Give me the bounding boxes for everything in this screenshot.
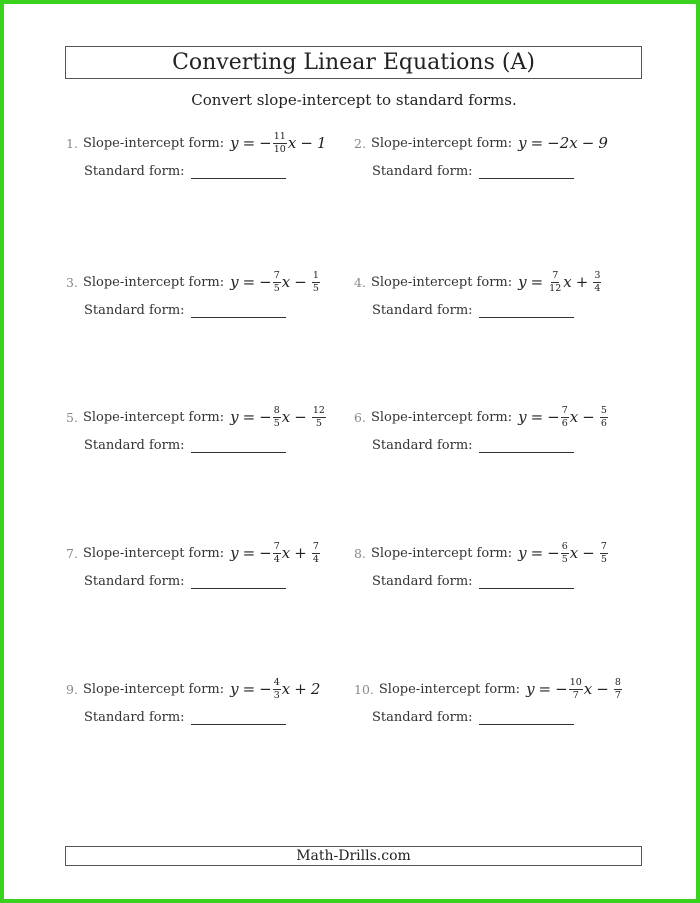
coefficient-sign: − (547, 408, 560, 426)
equation-lhs: y (518, 408, 527, 426)
operator: − (596, 680, 609, 698)
problem-equation-line (66, 267, 356, 297)
operator: − (294, 408, 307, 426)
coefficient-sign: − (259, 134, 272, 152)
problem-item (354, 538, 644, 589)
problem-item (354, 674, 644, 725)
constant-fraction-numerator: 12 (312, 405, 325, 416)
coefficient-fraction-denominator: 5 (273, 417, 280, 429)
coefficient-fraction-denominator: 12 (549, 282, 562, 294)
coefficient-fraction-numerator: 11 (273, 131, 286, 142)
equation-variable: x (281, 273, 291, 291)
constant-fraction-denominator: 4 (594, 282, 601, 294)
problem-item (66, 538, 356, 589)
coefficient-sign: − (259, 544, 272, 562)
problem-item (354, 402, 644, 453)
coefficient-fraction-denominator: 10 (273, 143, 286, 155)
problem-equation-line (66, 402, 356, 432)
instructions: Convert slope-intercept to standard forms. (191, 91, 517, 109)
operator: − (300, 134, 313, 152)
equation-lhs: y (518, 273, 527, 291)
operator: + (294, 544, 307, 562)
constant-fraction-numerator: 3 (594, 270, 601, 281)
coefficient-fraction (273, 542, 281, 564)
equation-lhs: y (526, 680, 535, 698)
problem-item (354, 128, 644, 179)
equation-lhs: y (230, 134, 239, 152)
constant-fraction-denominator: 5 (600, 553, 607, 565)
problem-equation-line (354, 267, 644, 297)
answer-blank[interactable] (479, 164, 574, 179)
equals-sign: = (530, 408, 544, 426)
standard-form-label: Standard form: (84, 164, 185, 179)
equation-variable: x (563, 273, 572, 291)
standard-form-line (372, 438, 644, 453)
equation (526, 678, 623, 700)
equation-variable: x (281, 408, 291, 426)
coefficient-sign: − (259, 680, 272, 698)
constant-fraction-numerator: 8 (614, 677, 621, 688)
slope-intercept-label: Slope-intercept form: (82, 135, 225, 151)
coefficient-sign: − (547, 544, 560, 562)
problem-item (66, 267, 356, 318)
equation (518, 406, 609, 428)
equals-sign: = (530, 544, 544, 562)
coefficient-fraction-denominator: 6 (561, 417, 568, 429)
problem-item (354, 267, 644, 318)
equation-lhs: y (230, 680, 239, 698)
slope-intercept-label: Slope-intercept form: (370, 545, 513, 561)
equation (518, 134, 608, 152)
answer-blank[interactable] (191, 574, 286, 589)
standard-form-label: Standard form: (84, 574, 185, 589)
problem-number: 8. (354, 545, 366, 561)
answer-blank[interactable] (479, 710, 574, 725)
answer-blank[interactable] (479, 303, 574, 318)
answer-blank[interactable] (479, 574, 574, 589)
standard-form-line (84, 438, 356, 453)
coefficient-sign: − (547, 134, 560, 152)
problem-equation-line (354, 128, 644, 158)
equals-sign: = (242, 273, 256, 291)
coefficient-fraction-denominator: 5 (273, 282, 280, 294)
answer-blank[interactable] (191, 710, 286, 725)
coefficient-fraction-denominator: 7 (572, 689, 579, 701)
equation-variable: x (583, 680, 593, 698)
coefficient-fraction-numerator: 7 (273, 270, 280, 281)
constant-fraction-denominator: 5 (312, 282, 319, 294)
problem-number: 10. (354, 681, 374, 697)
constant-fraction (312, 406, 326, 428)
equation-variable: x (287, 134, 297, 152)
standard-form-line (84, 574, 356, 589)
standard-form-line (84, 303, 356, 318)
coefficient-fraction-denominator: 3 (273, 689, 280, 701)
equation-lhs: y (518, 134, 527, 152)
slope-intercept-label: Slope-intercept form: (82, 409, 225, 425)
constant-fraction-numerator: 5 (600, 405, 607, 416)
problem-item (66, 402, 356, 453)
answer-blank[interactable] (191, 438, 286, 453)
operator: − (582, 544, 595, 562)
constant-fraction-numerator: 7 (600, 541, 607, 552)
coefficient-fraction-numerator: 7 (273, 541, 280, 552)
slope-intercept-label: Slope-intercept form: (370, 409, 513, 425)
operator: + (294, 680, 307, 698)
problem-equation-line (66, 538, 356, 568)
coefficient-sign: − (259, 408, 272, 426)
constant: 2 (310, 680, 321, 698)
equals-sign: = (538, 680, 552, 698)
problem-equation-line (354, 538, 644, 568)
equation (230, 271, 321, 293)
constant-fraction-denominator: 6 (600, 417, 607, 429)
slope-intercept-label: Slope-intercept form: (82, 545, 225, 561)
problem-number: 9. (66, 681, 78, 697)
equation-lhs: y (230, 273, 239, 291)
constant-fraction (312, 271, 320, 293)
worksheet-title: Converting Linear Equations (A) (65, 46, 642, 79)
constant-fraction-numerator: 1 (312, 270, 319, 281)
problem-item (66, 674, 356, 725)
problem-number: 2. (354, 135, 366, 151)
equation-variable: x (569, 134, 578, 152)
equation-variable: x (569, 408, 579, 426)
standard-form-line (372, 710, 644, 725)
equation (230, 406, 327, 428)
coefficient-fraction-numerator: 10 (569, 677, 582, 688)
coefficient-fraction (273, 678, 281, 700)
operator: + (575, 273, 589, 291)
standard-form-line (372, 303, 644, 318)
coefficient-fraction (561, 542, 569, 564)
answer-blank[interactable] (191, 303, 286, 318)
constant-fraction (600, 406, 608, 428)
problem-number: 7. (66, 545, 78, 561)
footer-credit: Math-Drills.com (65, 846, 642, 866)
coefficient-fraction-numerator: 6 (561, 541, 568, 552)
operator: − (294, 273, 307, 291)
equation-variable: x (569, 544, 579, 562)
constant-fraction-denominator: 5 (315, 417, 322, 429)
slope-intercept-label: Slope-intercept form: (378, 681, 521, 697)
slope-intercept-label: Slope-intercept form: (82, 274, 225, 290)
equals-sign: = (530, 134, 544, 152)
standard-form-label: Standard form: (84, 438, 185, 453)
problem-equation-line (354, 674, 644, 704)
equation-lhs: y (230, 408, 239, 426)
equation (230, 678, 320, 700)
standard-form-line (372, 164, 644, 179)
answer-blank[interactable] (479, 438, 574, 453)
coefficient-fraction (569, 678, 583, 700)
constant-fraction (312, 542, 320, 564)
constant: 1 (316, 134, 327, 152)
equation (230, 542, 321, 564)
coefficient-fraction-numerator: 4 (273, 677, 280, 688)
equals-sign: = (242, 544, 256, 562)
coefficient: 2 (559, 134, 570, 152)
constant-fraction-numerator: 7 (312, 541, 319, 552)
equation-variable: x (281, 544, 291, 562)
problem-number: 3. (66, 274, 78, 290)
standard-form-label: Standard form: (84, 710, 185, 725)
standard-form-label: Standard form: (372, 574, 473, 589)
coefficient-fraction (273, 132, 287, 154)
constant-fraction-denominator: 4 (312, 553, 319, 565)
coefficient-sign: − (555, 680, 568, 698)
equation (518, 542, 609, 564)
coefficient-fraction (273, 271, 281, 293)
standard-form-label: Standard form: (372, 438, 473, 453)
coefficient-fraction-denominator: 5 (561, 553, 568, 565)
constant: 9 (598, 134, 608, 152)
problem-number: 5. (66, 409, 78, 425)
equals-sign: = (242, 134, 256, 152)
constant-fraction-denominator: 7 (614, 689, 621, 701)
standard-form-label: Standard form: (372, 710, 473, 725)
equals-sign: = (242, 408, 256, 426)
constant-fraction (600, 542, 608, 564)
answer-blank[interactable] (191, 164, 286, 179)
coefficient-fraction (561, 406, 569, 428)
standard-form-label: Standard form: (84, 303, 185, 318)
coefficient-fraction (548, 271, 562, 293)
coefficient-fraction-numerator: 7 (552, 270, 559, 281)
problem-number: 6. (354, 409, 366, 425)
coefficient-fraction-numerator: 7 (561, 405, 568, 416)
standard-form-label: Standard form: (372, 164, 473, 179)
coefficient-sign: − (259, 273, 272, 291)
coefficient-fraction-numerator: 8 (273, 405, 280, 416)
equation (230, 132, 326, 154)
equals-sign: = (530, 273, 544, 291)
operator: − (582, 408, 595, 426)
coefficient-fraction (273, 406, 281, 428)
equals-sign: = (242, 680, 256, 698)
operator: − (581, 134, 595, 152)
problem-equation-line (354, 402, 644, 432)
coefficient-fraction-denominator: 4 (273, 553, 280, 565)
equation (518, 271, 602, 293)
problem-item (66, 128, 356, 179)
standard-form-line (84, 164, 356, 179)
problem-equation-line (66, 128, 356, 158)
problem-number: 1. (66, 135, 78, 151)
equation-lhs: y (518, 544, 527, 562)
slope-intercept-label: Slope-intercept form: (370, 135, 513, 151)
slope-intercept-label: Slope-intercept form: (82, 681, 225, 697)
equation-variable: x (281, 680, 291, 698)
standard-form-label: Standard form: (372, 303, 473, 318)
standard-form-line (84, 710, 356, 725)
constant-fraction (593, 271, 601, 293)
problem-number: 4. (354, 274, 366, 290)
standard-form-line (372, 574, 644, 589)
slope-intercept-label: Slope-intercept form: (370, 274, 513, 290)
problem-equation-line (66, 674, 356, 704)
equation-lhs: y (230, 544, 239, 562)
constant-fraction (614, 678, 622, 700)
